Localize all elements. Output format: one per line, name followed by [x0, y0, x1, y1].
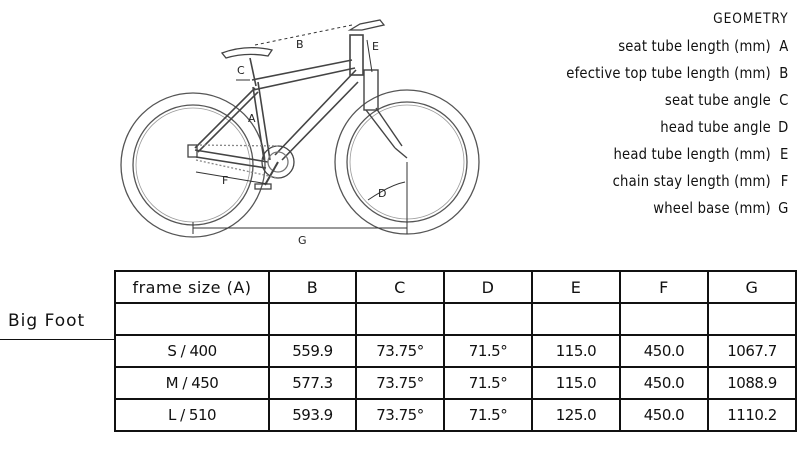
table-cell: L / 510	[115, 399, 269, 431]
legend-text: efective top tube length (mm)	[565, 64, 771, 82]
table-row	[115, 335, 796, 367]
table-cell: 1088.9	[708, 367, 796, 399]
table-cell: 577.3	[269, 367, 356, 399]
legend-item-D	[566, 114, 788, 141]
legend-text: seat tube length (mm)	[617, 37, 771, 55]
legend-title: GEOMETRY	[712, 11, 788, 27]
model-underline	[0, 339, 114, 340]
legend-item-E	[566, 141, 788, 168]
legend-text: head tube angle	[659, 118, 771, 136]
label-B: B	[296, 38, 304, 51]
legend-code: F	[780, 172, 788, 190]
legend-item-C	[566, 87, 788, 114]
rear-wheel-rim	[133, 105, 253, 225]
handlebar	[350, 20, 384, 30]
header-B: B	[269, 271, 356, 303]
table-cell: 73.75°	[356, 399, 444, 431]
table-cell: 450.0	[620, 399, 708, 431]
table-cell: 71.5°	[444, 367, 532, 399]
saddle	[222, 48, 272, 58]
table-cell	[356, 303, 444, 335]
label-G: G	[298, 234, 307, 247]
legend-text: chain stay length (mm)	[612, 172, 771, 190]
table-cell	[708, 303, 796, 335]
table-cell: 71.5°	[444, 399, 532, 431]
table-cell: 125.0	[532, 399, 620, 431]
legend-item-F	[566, 168, 788, 195]
table-row	[115, 367, 796, 399]
label-D: D	[378, 187, 387, 200]
header-D: D	[444, 271, 532, 303]
table-cell: M / 450	[115, 367, 269, 399]
table-cell: 115.0	[532, 335, 620, 367]
legend-code: A	[778, 37, 788, 55]
legend-item-G	[566, 195, 788, 222]
table-cell: 73.75°	[356, 335, 444, 367]
table-cell: 450.0	[620, 367, 708, 399]
legend-code: G	[777, 199, 788, 217]
legend-item-B	[566, 60, 788, 87]
table-cell: 559.9	[269, 335, 356, 367]
table-cell	[115, 303, 269, 335]
legend-text: seat tube angle	[664, 91, 771, 109]
legend-code: C	[778, 91, 788, 109]
table-cell	[620, 303, 708, 335]
table-cell: 73.75°	[356, 367, 444, 399]
legend-item-A	[566, 33, 788, 60]
label-E: E	[372, 40, 379, 53]
label-F: F	[222, 174, 229, 187]
bike-geometry-diagram	[0, 0, 540, 260]
table-cell: 593.9	[269, 399, 356, 431]
table-cell: 71.5°	[444, 335, 532, 367]
label-C: C	[237, 64, 245, 77]
frame	[195, 35, 363, 168]
legend-code: D	[777, 118, 788, 136]
table-header-row	[115, 271, 796, 303]
model-name: Big Foot	[8, 311, 86, 331]
header-E: E	[532, 271, 620, 303]
table-cell	[532, 303, 620, 335]
table-cell: 450.0	[620, 335, 708, 367]
table-cell: 115.0	[532, 367, 620, 399]
legend-code: E	[779, 145, 788, 163]
table-cell: 1067.7	[708, 335, 796, 367]
legend-code: B	[778, 64, 788, 82]
table-cell	[444, 303, 532, 335]
header-frame-size: frame size (A)	[115, 271, 269, 303]
geometry-table	[114, 270, 797, 432]
header-F: F	[620, 271, 708, 303]
table-cell: 1110.2	[708, 399, 796, 431]
label-A: A	[248, 112, 256, 125]
header-C: C	[356, 271, 444, 303]
table-row	[115, 399, 796, 431]
header-G: G	[708, 271, 796, 303]
table-cell: S / 400	[115, 335, 269, 367]
legend-text: wheel base (mm)	[652, 199, 771, 217]
geometry-legend	[566, 6, 788, 222]
legend-text: head tube length (mm)	[613, 145, 771, 163]
table-row-empty	[115, 303, 796, 335]
table-cell	[269, 303, 356, 335]
